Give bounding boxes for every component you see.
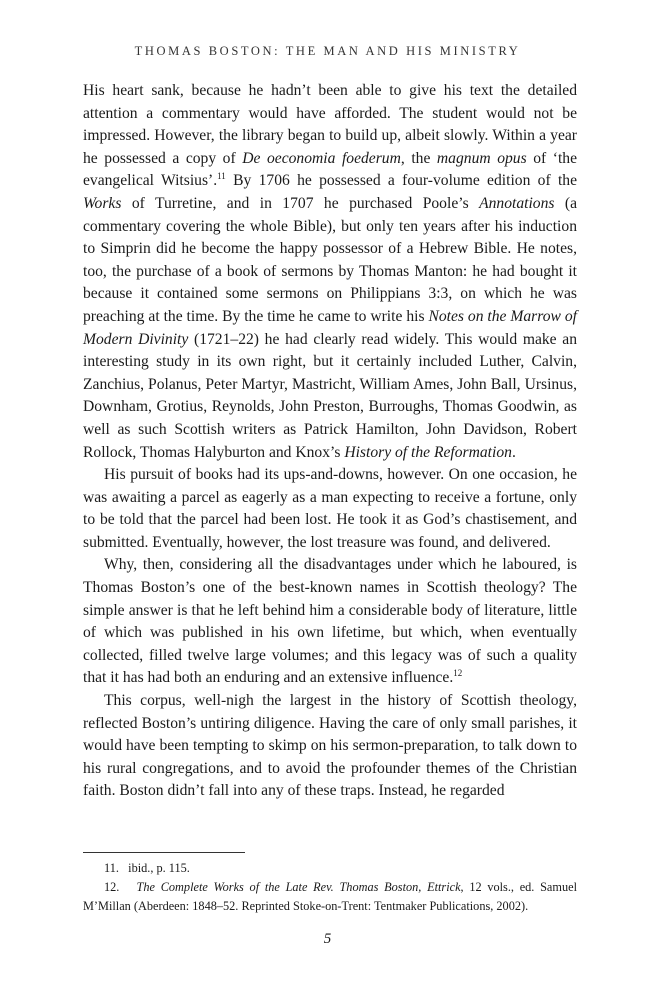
text-span: Why, then, considering all the disadvantages under which he laboured, is Thomas Boston’s one of the best-known names in Scottish theology? The simple answer is that he left behind him a considerable body of literature, little of which was published in his own lifetime, but which, when eventually collected, filled twelve large volumes; and this legacy was of such a quality that it has had both an enduring and an extensive influence. xyxy=(83,556,577,687)
text-span: . xyxy=(511,443,516,461)
footnote-number: 11. xyxy=(104,861,119,875)
paragraph-1 xyxy=(83,80,577,464)
footnote-ref-12[interactable]: 12 xyxy=(453,668,463,679)
text-span: By 1706 he possessed a four-volume edition of the xyxy=(225,172,577,190)
italic-phrase: magnum opus xyxy=(436,149,527,167)
paragraph-2: His pursuit of books had its ups-and-downs, however. On one occasion, he was awaiting a parcel as eagerly as a man expecting to receive a fortune, only to be told that the parcel had been lost. He took it as God’s chastisement, and submitted. Eventually, however, the lost treasure was found, and delivered. xyxy=(83,466,577,551)
footnote-ref-11[interactable]: 11 xyxy=(217,171,226,182)
italic-title: Annotations xyxy=(479,194,555,212)
page-number: 5 xyxy=(323,931,332,947)
text-span: (a commentary covering the whole Bible), but only ten years after his induction to Simprin did he become the happy possessor of a Hebrew Bible. He notes, too, the purchase of a book of sermons by Thomas Manton: he had bought it because it contained some sermons on Philippians 3:3, on which he was preaching at the time. By the time he came to write his xyxy=(83,194,578,325)
footnote-text: ibid., p. 115. xyxy=(128,861,190,875)
footnotes xyxy=(83,859,577,916)
text-span: of ‘the evangelical Witsius’. xyxy=(83,149,578,190)
italic-title: Works xyxy=(83,194,122,212)
running-head: THOMAS BOSTON: THE MAN AND HIS MINISTRY xyxy=(134,44,521,58)
footnote-rule xyxy=(83,852,245,853)
italic-title: Notes on the Marrow of Modern Divinity xyxy=(83,307,577,348)
paragraph-4: This corpus, well-nigh the largest in the history of Scottish theology, reflected Boston’s untiring diligence. Having the care of only small parishes, it would have been tempting to skimp on his sermon-preparation, to talk down to his rural congregations, and to avoid the profounder themes of the Christian faith. Boston didn’t fall into any of these traps. Instead, he regarded xyxy=(83,692,577,800)
italic-title: De oeconomia foederum xyxy=(242,149,401,167)
text-span: of Turretine, and in 1707 he purchased Poole’s xyxy=(121,194,480,212)
text-span: His heart sank, because he hadn’t been able to give his text the detailed attention a commentary would have afforded. The student would not be impressed. However, the library began to build up, albeit slowly. Within a year he possessed a copy of xyxy=(83,82,577,167)
footnote-text: , 12 vols., ed. Samuel M’Millan (Aberdeen: 1848–52. Reprinted Stoke-on-Trent: Tentmaker Publications, 2002). xyxy=(83,880,577,913)
footnote-12 xyxy=(83,878,577,916)
footnote-number: 12. xyxy=(104,880,120,894)
text-span: , the xyxy=(400,149,437,167)
body-text xyxy=(83,80,577,803)
footnote-title: The Complete Works of the Late Rev. Thomas Boston, Ettrick xyxy=(136,880,461,894)
paragraph-3 xyxy=(83,554,577,690)
text-span: (1721–22) he had clearly read widely. This would make an interesting study in its own right, but it certainly included Luther, Calvin, Zanchius, Polanus, Peter Martyr, Mastricht, William Ames, John Ball, Ursinus, Downham, Grotius, Reynolds, John Preston, Burroughs, Thomas Goodwin, as well as such Scottish writers as Patrick Hamilton, John Davidson, Robert Rollock, Thomas Halyburton and Knox’s xyxy=(83,330,578,461)
footnote-11 xyxy=(83,859,577,878)
italic-title: History of the Reformation xyxy=(344,443,512,461)
